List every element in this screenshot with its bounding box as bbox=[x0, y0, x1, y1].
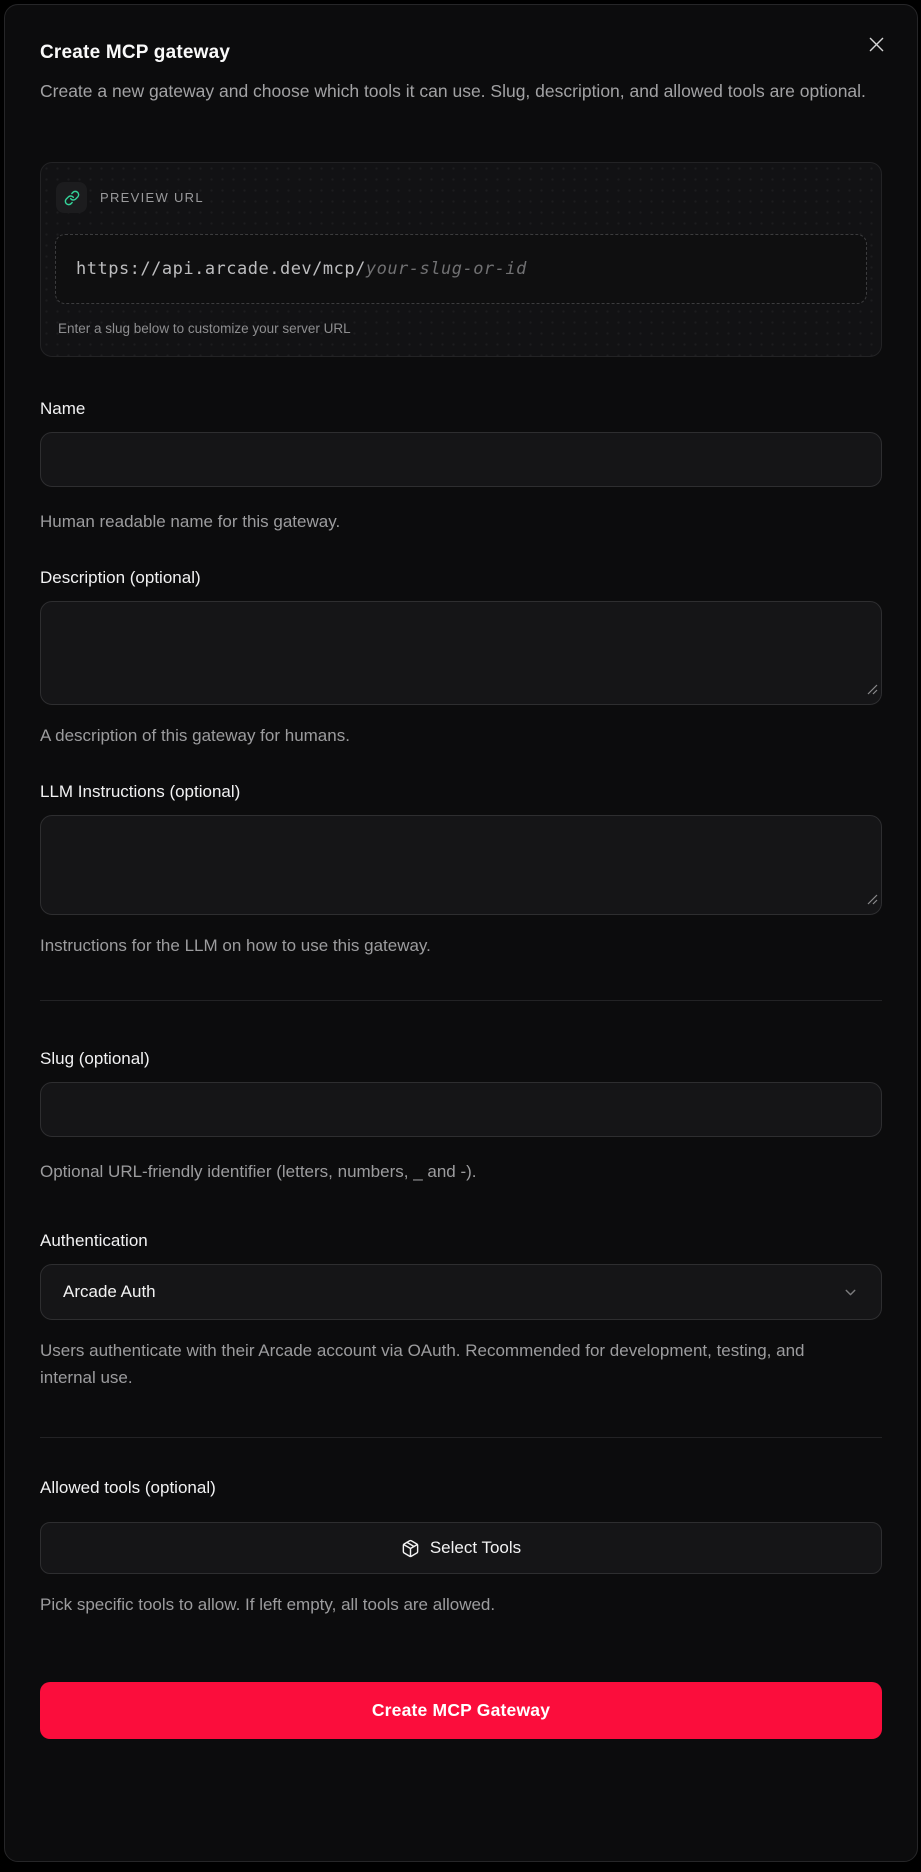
allowed-tools-helper: Pick specific tools to allow. If left empty, all tools are allowed. bbox=[40, 1595, 496, 1614]
create-mcp-gateway-button[interactable]: Create MCP Gateway bbox=[40, 1682, 882, 1739]
description-helper: A description of this gateway for humans. bbox=[40, 726, 350, 745]
section-divider bbox=[40, 1000, 882, 1001]
llm-instructions-label: LLM Instructions (optional) bbox=[40, 782, 241, 801]
llm-instructions-textarea[interactable] bbox=[40, 815, 882, 915]
modal-title: Create MCP gateway bbox=[40, 42, 231, 63]
package-icon bbox=[401, 1539, 420, 1558]
description-label: Description (optional) bbox=[40, 568, 201, 587]
select-tools-button[interactable] bbox=[40, 1522, 882, 1574]
link-icon bbox=[64, 190, 80, 206]
authentication-label: Authentication bbox=[40, 1231, 148, 1250]
authentication-select[interactable] bbox=[40, 1264, 882, 1320]
llm-instructions-helper: Instructions for the LLM on how to use this gateway. bbox=[40, 936, 431, 955]
preview-url-base: https://api.arcade.dev/mcp/ bbox=[76, 259, 366, 279]
authentication-helper: Users authenticate with their Arcade account via OAuth. Recommended for development, testing, and internal use. bbox=[40, 1341, 805, 1387]
section-divider bbox=[40, 1437, 882, 1438]
slug-label: Slug (optional) bbox=[40, 1049, 150, 1068]
name-input[interactable] bbox=[40, 432, 882, 487]
create-mcp-gateway-modal bbox=[4, 4, 918, 1862]
select-tools-button-label: Select Tools bbox=[429, 1538, 522, 1557]
slug-input[interactable] bbox=[40, 1082, 882, 1137]
link-icon-tile bbox=[56, 182, 87, 213]
preview-url-slug-placeholder: your-slug-or-id bbox=[365, 259, 527, 279]
chevron-down-icon bbox=[842, 1284, 859, 1301]
authentication-selected-value: Arcade Auth bbox=[63, 1282, 156, 1301]
allowed-tools-label: Allowed tools (optional) bbox=[40, 1478, 216, 1497]
name-label: Name bbox=[40, 399, 86, 418]
description-textarea-wrap bbox=[40, 601, 882, 705]
preview-url-header bbox=[55, 182, 867, 213]
slug-helper: Optional URL-friendly identifier (letters, numbers, _ and -). bbox=[40, 1162, 477, 1181]
preview-url-helper: Enter a slug below to customize your server URL bbox=[58, 321, 351, 336]
llm-instructions-textarea-wrap bbox=[40, 815, 882, 915]
preview-url-value bbox=[55, 234, 867, 304]
preview-url-card bbox=[40, 162, 882, 357]
description-textarea[interactable] bbox=[40, 601, 882, 705]
name-helper: Human readable name for this gateway. bbox=[40, 512, 341, 531]
preview-url-label: PREVIEW URL bbox=[100, 190, 204, 205]
modal-subtitle: Create a new gateway and choose which tools it can use. Slug, description, and allowed tools are optional. bbox=[40, 81, 866, 101]
